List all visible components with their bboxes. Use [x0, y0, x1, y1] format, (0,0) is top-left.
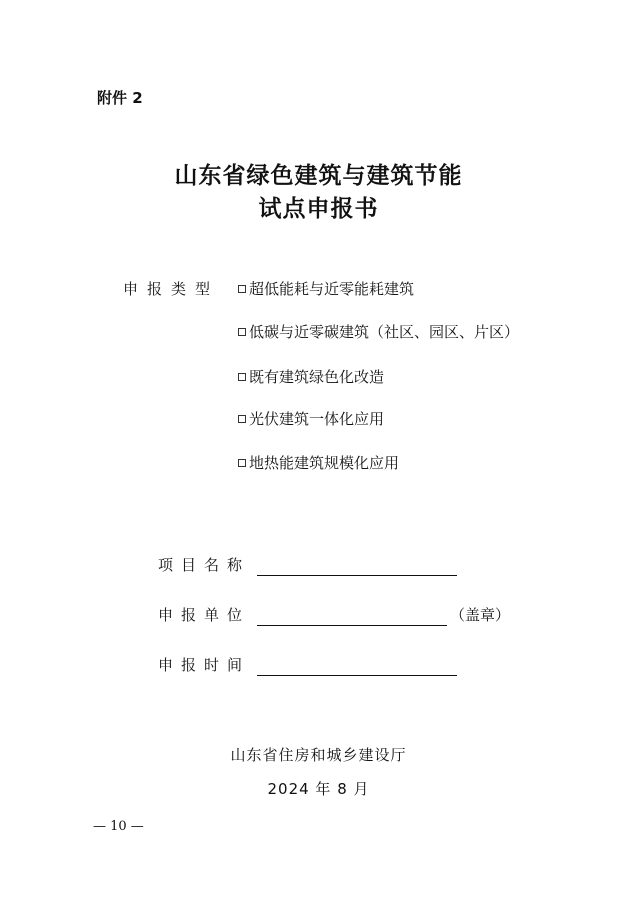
type-option-label: 超低能耗与近零能耗建筑 — [249, 280, 415, 298]
checkbox-icon[interactable] — [238, 328, 246, 336]
page-number: — 10 — — [93, 819, 144, 834]
type-option-green-retrofit[interactable] — [238, 366, 384, 388]
issue-date: 2024 年 8 月 — [267, 780, 370, 798]
type-option-bipv[interactable] — [238, 408, 384, 430]
application-type-label: 申报类型 — [123, 280, 220, 298]
attachment-label: 附件 2 — [97, 89, 143, 107]
checkbox-icon[interactable] — [238, 459, 246, 467]
application-date-input[interactable] — [257, 675, 457, 676]
application-date-field[interactable] — [158, 654, 458, 678]
type-option-label: 地热能建筑规模化应用 — [249, 454, 400, 472]
project-name-input[interactable] — [257, 575, 457, 576]
applicant-field[interactable] — [158, 604, 518, 628]
applicant-label: 申报单位 — [158, 606, 251, 624]
document-title-line-1: 山东省绿色建筑与建筑节能 — [174, 162, 463, 189]
issuer-name: 山东省住房和城乡建设厅 — [230, 746, 407, 764]
document-title-line-2: 试点申报书 — [258, 195, 379, 222]
type-option-ultra-low-energy[interactable] — [238, 278, 414, 300]
checkbox-icon[interactable] — [238, 373, 246, 381]
checkbox-icon[interactable] — [238, 415, 246, 423]
type-option-label: 既有建筑绿色化改造 — [249, 368, 385, 386]
applicant-input[interactable] — [257, 625, 447, 626]
project-name-field[interactable] — [158, 554, 458, 578]
type-option-low-carbon[interactable] — [238, 321, 519, 343]
project-name-label: 项目名称 — [158, 556, 251, 574]
checkbox-icon[interactable] — [238, 285, 246, 293]
application-date-label: 申报时间 — [158, 656, 251, 674]
seal-note: （盖章） — [450, 606, 511, 624]
type-option-geothermal[interactable] — [238, 452, 399, 474]
type-option-label: 低碳与近零碳建筑（社区、园区、片区） — [249, 323, 520, 341]
type-option-label: 光伏建筑一体化应用 — [249, 410, 385, 428]
